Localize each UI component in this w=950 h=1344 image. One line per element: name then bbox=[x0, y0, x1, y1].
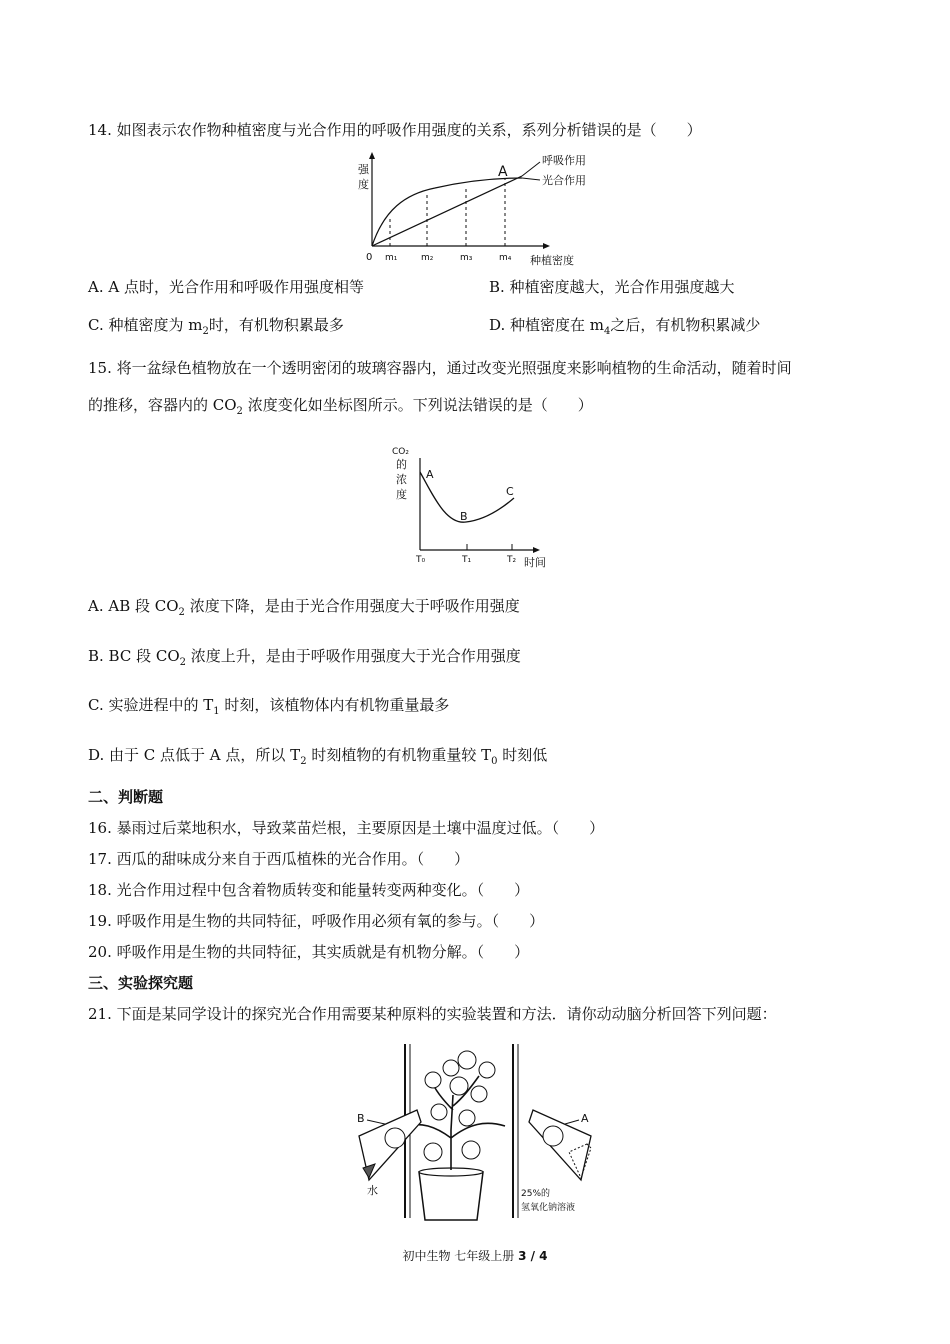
q14-xlabel: 种植密度 bbox=[530, 254, 574, 267]
q14-tick-m3: m₃ bbox=[460, 253, 473, 263]
leaf-low-2 bbox=[462, 1141, 480, 1159]
footer-text: 初中生物 七年级上册 bbox=[402, 1249, 519, 1263]
q15-option-a-sub: 2 bbox=[178, 607, 185, 618]
q14-respiration-line bbox=[372, 176, 522, 246]
section-judge-title: 二、判断题 bbox=[88, 788, 164, 806]
q14-ylabel-2: 度 bbox=[358, 178, 369, 191]
q14-legend-resp-leader bbox=[522, 162, 540, 176]
q15-ylabel-3: 度 bbox=[396, 488, 407, 501]
flower-top-4 bbox=[425, 1072, 441, 1088]
q14-origin: 0 bbox=[366, 252, 373, 263]
q14-option-c-sub: 2 bbox=[202, 326, 209, 337]
q21-stem: 21. 下面是某同学设计的探究光合作用需要某种原料的实验装置和方法．请你动动脑分析回答下列问题： bbox=[88, 1005, 777, 1023]
q14-point-a: A bbox=[498, 164, 508, 180]
q15-ylabel-co2: CO₂ bbox=[392, 447, 409, 457]
q14-tick-m1: m₁ bbox=[385, 253, 398, 263]
q14-option-a: A. A 点时，光合作用和呼吸作用强度相等 bbox=[88, 278, 364, 296]
judge-item-19: 19. 呼吸作用是生物的共同特征，呼吸作用必须有氧的参与。（ ） bbox=[88, 912, 545, 930]
q15-option-a bbox=[88, 596, 520, 623]
q14-legend-resp: 呼吸作用 bbox=[542, 154, 586, 167]
q15-stem-line1: 15. 将一盆绿色植物放在一个透明密闭的玻璃容器内，通过改变光照强度来影响植物的生命活动，随着时间 bbox=[88, 359, 792, 377]
q15-option-c bbox=[88, 695, 449, 722]
q14-option-d-sub: 4 bbox=[604, 326, 611, 337]
q15-ylabel-1: 的 bbox=[396, 458, 407, 471]
q15-option-d bbox=[88, 745, 547, 772]
q15-point-b: B bbox=[460, 510, 468, 523]
q14-option-d-post: 之后，有机物积累减少 bbox=[610, 316, 761, 334]
q15-option-a-pre: A. AB 段 CO bbox=[88, 597, 179, 615]
leaf-mid-2 bbox=[459, 1110, 475, 1126]
q15-option-b-sub: 2 bbox=[179, 657, 187, 668]
judge-item-17: 17. 西瓜的甜味成分来自于西瓜植株的光合作用。（ ） bbox=[88, 850, 470, 868]
q15-ylabel-2: 浓 bbox=[396, 473, 407, 486]
q15-option-d-post: 时刻低 bbox=[497, 746, 548, 764]
judge-item-16: 16. 暴雨过后菜地积水，导致菜苗烂根，主要原因是土壤中温度过低。（ ） bbox=[88, 819, 605, 837]
q15-tick-label-t0: T₀ bbox=[416, 555, 426, 565]
q14-option-c-post: 时，有机物积累最多 bbox=[208, 316, 344, 334]
q15-chart bbox=[388, 440, 558, 575]
q14-option-c bbox=[88, 315, 344, 342]
flower-top-6 bbox=[471, 1086, 487, 1102]
q14-option-b: B. 种植密度越大，光合作用强度越大 bbox=[489, 278, 735, 296]
q14-y-arrow bbox=[369, 152, 375, 159]
q14-legend-photo-leader bbox=[522, 178, 540, 180]
q14-stem: 14. 如图表示农作物种植密度与光合作用的呼吸作用强度的关系，系列分析错误的是（ ） bbox=[88, 121, 702, 139]
flask-b-leaf bbox=[385, 1128, 405, 1148]
flower-top-2 bbox=[443, 1060, 459, 1076]
q21-label-a-leader bbox=[565, 1120, 579, 1124]
q21-label-naoh-2: 氢氧化钠溶液 bbox=[521, 1203, 576, 1213]
q15-option-d-pre: D. 由于 C 点低于 A 点，所以 T bbox=[88, 746, 301, 764]
q15-stem-pre: 的推移，容器内的 CO bbox=[88, 396, 237, 414]
q14-legend-photo: 光合作用 bbox=[542, 174, 586, 187]
q15-stem-sub: 2 bbox=[236, 406, 243, 417]
q15-option-c-sub: 1 bbox=[213, 706, 220, 717]
q14-tick-m2: m₂ bbox=[421, 253, 434, 263]
q15-option-d-mid: 时刻植物的有机物重量较 T bbox=[306, 746, 492, 764]
q15-option-b-pre: B. BC 段 CO bbox=[88, 647, 180, 665]
q14-tick-m4: m₄ bbox=[499, 253, 512, 263]
q14-ylabel-1: 强 bbox=[358, 163, 369, 176]
q15-point-a: A bbox=[426, 468, 434, 481]
q15-stem-post: 浓度变化如坐标图所示。下列说法错误的是（ ） bbox=[242, 396, 593, 414]
q15-option-b-post: 浓度上升，是由于呼吸作用强度大于光合作用强度 bbox=[186, 647, 521, 665]
footer-page-number: 3 / 4 bbox=[518, 1249, 548, 1263]
q15-option-a-post: 浓度下降，是由于光合作用强度大于呼吸作用强度 bbox=[184, 597, 520, 615]
flower-top-1 bbox=[458, 1051, 476, 1069]
q21-apparatus-figure bbox=[355, 1040, 595, 1222]
judge-item-18: 18. 光合作用过程中包含着物质转变和能量转变两种变化。（ ） bbox=[88, 881, 530, 899]
page-footer bbox=[0, 1247, 950, 1264]
q15-point-c: C bbox=[506, 485, 514, 498]
q21-label-b-leader bbox=[367, 1120, 385, 1124]
q21-label-b: B bbox=[357, 1112, 365, 1125]
q15-option-d-sub1: 2 bbox=[300, 756, 307, 767]
q14-option-c-pre: C. 种植密度为 m bbox=[88, 316, 203, 334]
q15-x-arrow bbox=[533, 547, 540, 553]
q21-label-water: 水 bbox=[367, 1184, 378, 1197]
q15-stem-line2 bbox=[88, 395, 593, 422]
q15-option-b bbox=[88, 646, 521, 673]
q14-option-d-pre: D. 种植密度在 m bbox=[489, 316, 605, 334]
q15-option-d-sub2: 0 bbox=[491, 756, 498, 767]
flower-top-5 bbox=[450, 1077, 468, 1095]
section-experiment-title: 三、实验探究题 bbox=[88, 974, 194, 992]
flower-pot bbox=[419, 1172, 483, 1220]
q15-option-c-post: 时刻，该植物体内有机物重量最多 bbox=[219, 696, 450, 714]
q15-tick-label-t1: T₁ bbox=[462, 555, 472, 565]
flower-top-3 bbox=[479, 1062, 495, 1078]
q14-option-d bbox=[489, 315, 760, 342]
leaf-mid-1 bbox=[431, 1104, 447, 1120]
q21-label-naoh-1: 25%的 bbox=[521, 1189, 551, 1199]
q14-x-arrow bbox=[543, 243, 550, 249]
leaf-low-1 bbox=[424, 1143, 442, 1161]
q15-xlabel: 时间 bbox=[524, 556, 546, 569]
q14-chart bbox=[350, 150, 610, 268]
q21-label-a: A bbox=[581, 1112, 589, 1125]
q15-tick-label-t2: T₂ bbox=[507, 555, 517, 565]
flask-a-leaf bbox=[543, 1126, 563, 1146]
judge-item-20: 20. 呼吸作用是生物的共同特征，其实质就是有机物分解。（ ） bbox=[88, 943, 530, 961]
q15-option-c-pre: C. 实验进程中的 T bbox=[88, 696, 214, 714]
